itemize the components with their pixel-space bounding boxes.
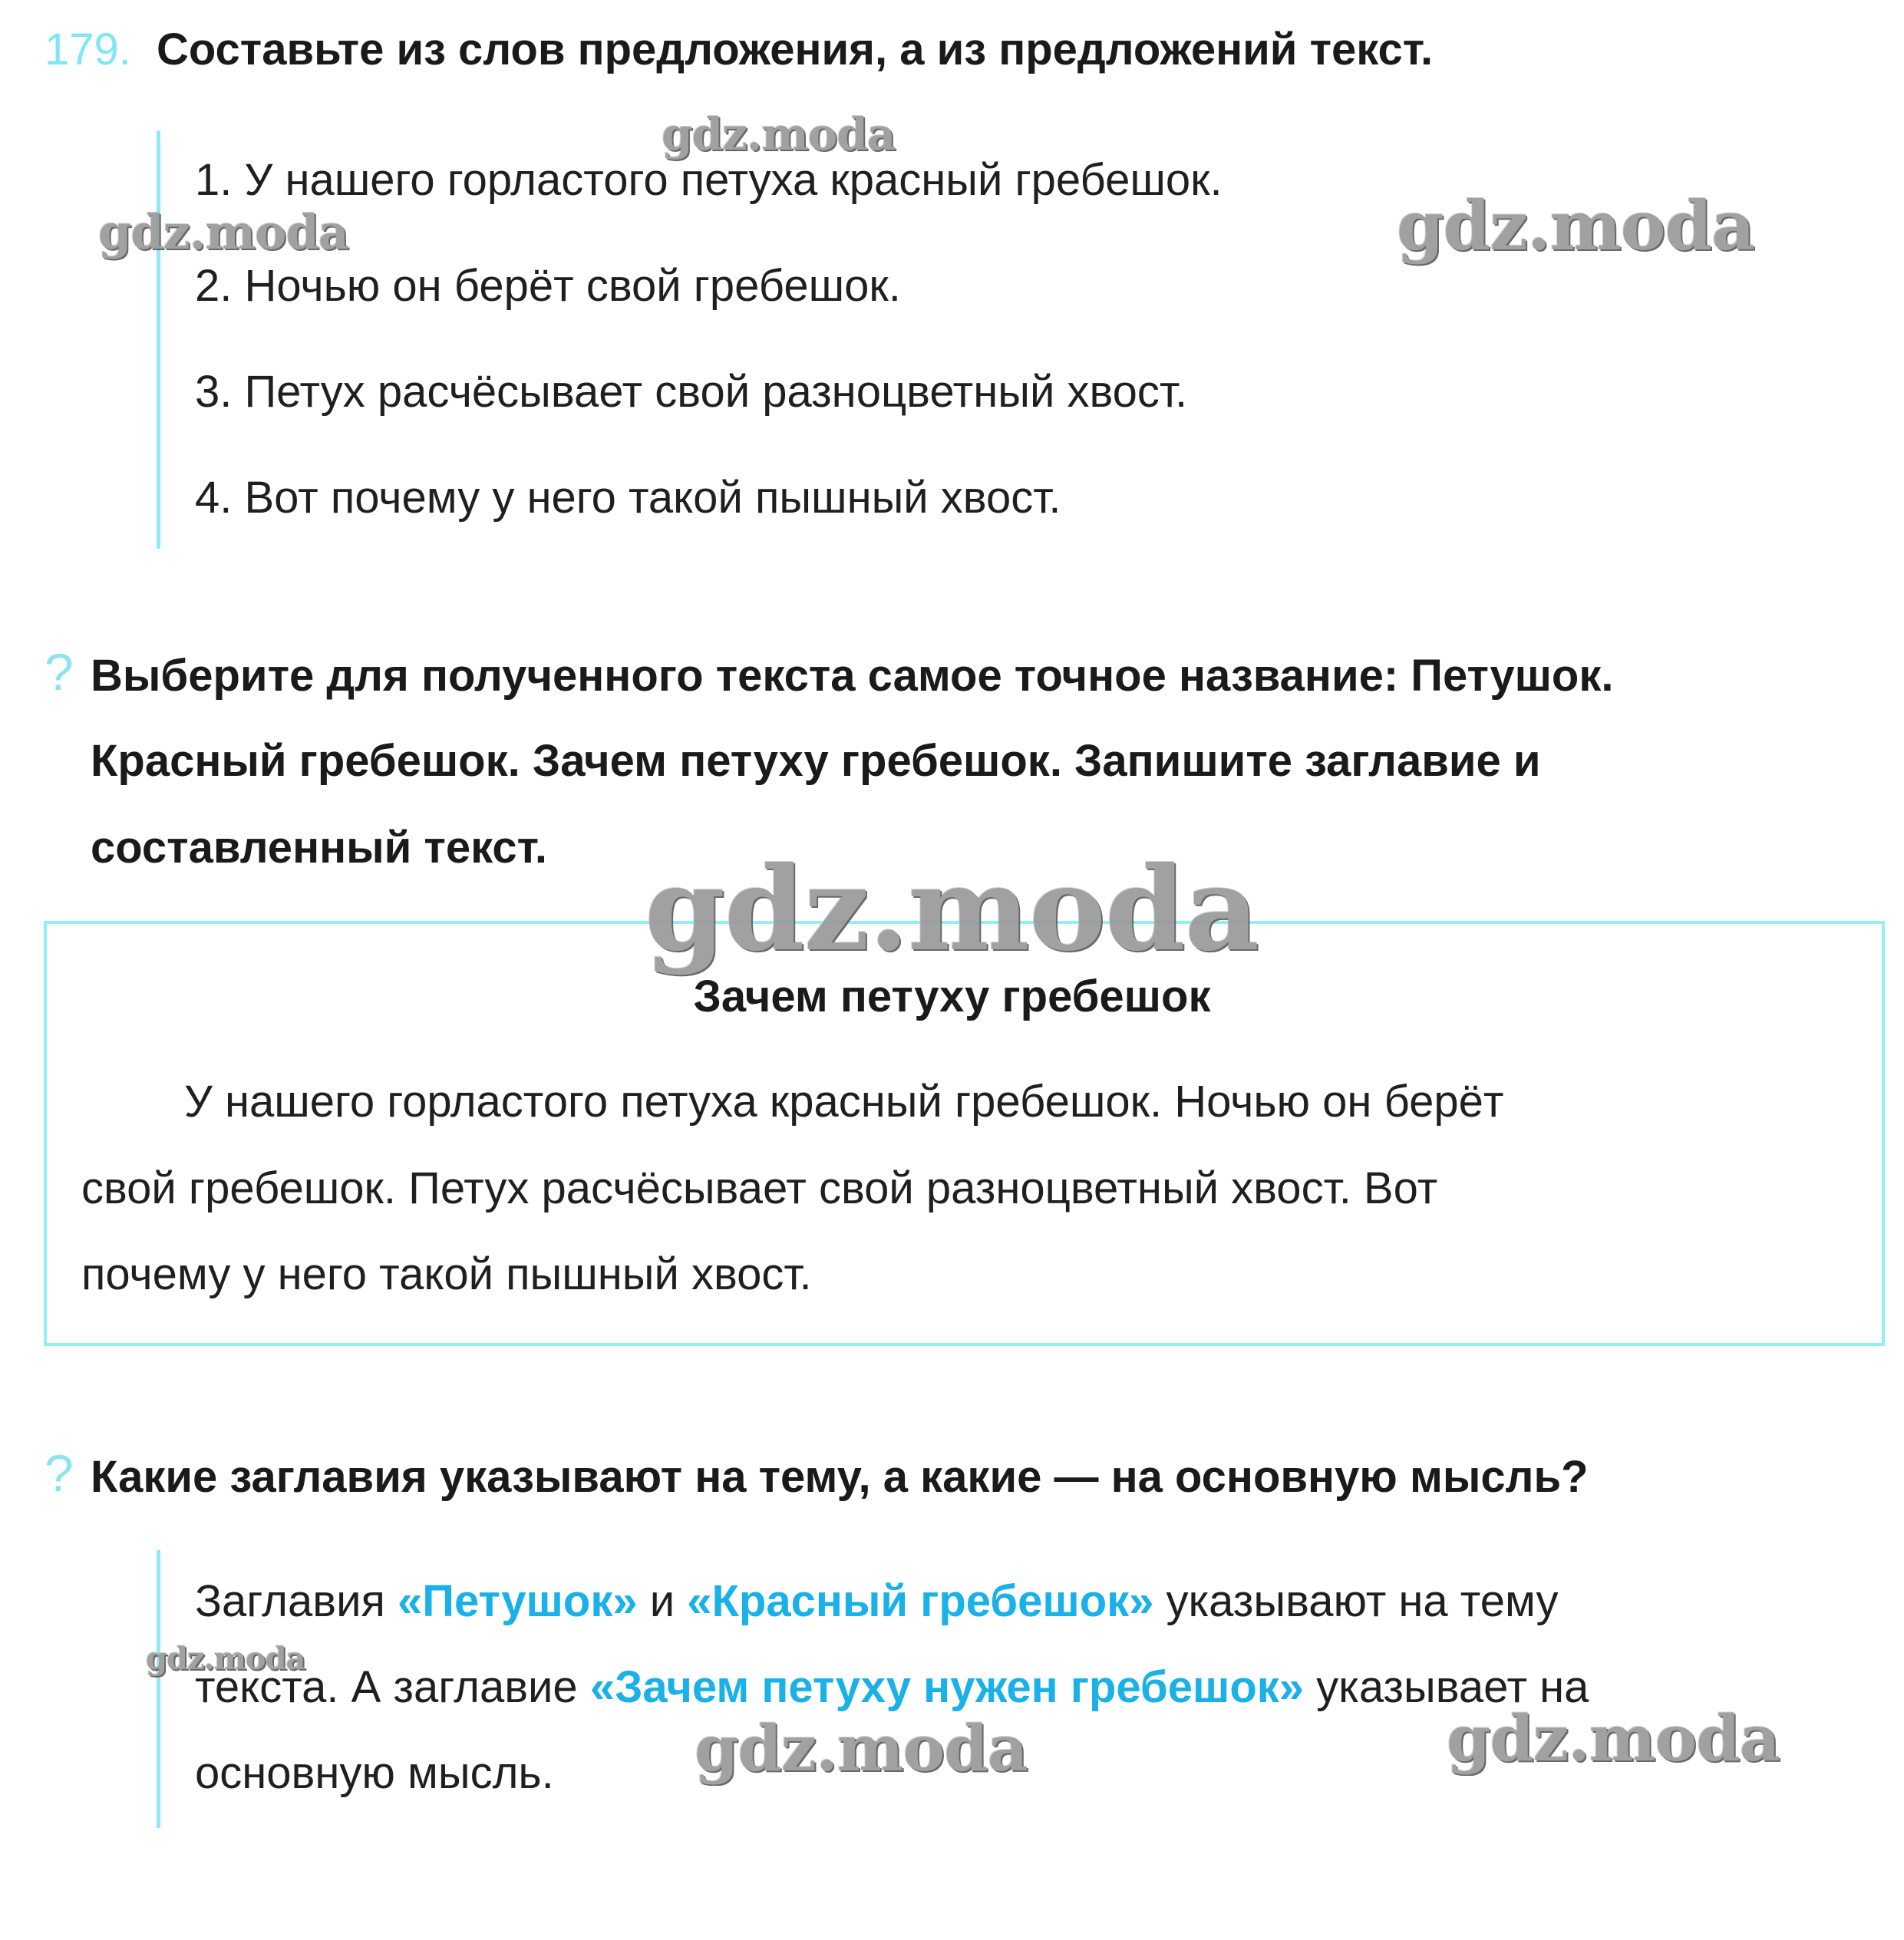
answer-2-text: Заглавия: [195, 1576, 398, 1626]
answer-2-text: текста. А заглавие: [195, 1662, 590, 1712]
answer-box-title: Зачем петуху гребешок: [693, 972, 1211, 1021]
answer-2-text: и: [637, 1576, 688, 1626]
watermark: gdz.moda: [1447, 1702, 1780, 1776]
task-number: 179.: [45, 25, 131, 74]
sentence-4: 4. Вот почему у него такой пышный хвост.: [195, 473, 1061, 523]
question-1-line-2: Красный гребешок. Зачем петуху гребешок. Запишите заглавие и: [91, 736, 1541, 786]
answer-2-rule: [157, 1550, 160, 1828]
answer-2-line-3: основную мысль.: [195, 1748, 554, 1798]
answer-2-text: указывает на: [1304, 1662, 1589, 1712]
sentences-rule: [157, 130, 160, 549]
title-zachem-grebeshok: «Зачем петуху нужен гребешок»: [589, 1662, 1305, 1712]
watermark: gdz.moda: [98, 204, 348, 260]
title-petushok: «Петушок»: [398, 1576, 638, 1626]
question-2: Какие заглавия указывают на тему, а какие — на основную мысль?: [91, 1452, 1589, 1502]
sentence-1: 1. У нашего горластого петуха красный гребешок.: [195, 155, 1223, 205]
watermark: gdz.moda: [146, 1641, 305, 1677]
answer-2-line-2: [195, 1662, 1589, 1712]
question-mark-icon: ?: [45, 643, 74, 701]
watermark: gdz.moda: [645, 842, 1259, 977]
question-1-line-3: составленный текст.: [91, 823, 548, 873]
title-krasny-grebeshok: «Красный гребешок»: [687, 1576, 1154, 1626]
question-mark-icon: ?: [45, 1444, 74, 1503]
answer-2-line-1: [195, 1576, 1559, 1626]
question-1-line-1: Выберите для полученного текста самое точное название: Петушок.: [91, 651, 1614, 701]
sentence-3: 3. Петух расчёсывает свой разноцветный хвост.: [195, 367, 1188, 417]
answer-2-text: указывают на тему: [1153, 1576, 1559, 1626]
watermark: gdz.moda: [1397, 186, 1755, 266]
watermark: gdz.moda: [662, 108, 896, 160]
answer-box-line-3: почему у него такой пышный хвост.: [81, 1249, 812, 1299]
answer-box-line-1: У нашего горластого петуха красный гребешок. Ночью он берёт: [184, 1077, 1504, 1127]
sentence-2: 2. Ночью он берёт свой гребешок.: [195, 261, 901, 311]
task-instruction: Составьте из слов предложения, а из предложений текст.: [157, 25, 1434, 74]
watermark: gdz.moda: [695, 1712, 1028, 1786]
answer-box-line-2: свой гребешок. Петух расчёсывает свой разноцветный хвост. Вот: [81, 1163, 1438, 1213]
